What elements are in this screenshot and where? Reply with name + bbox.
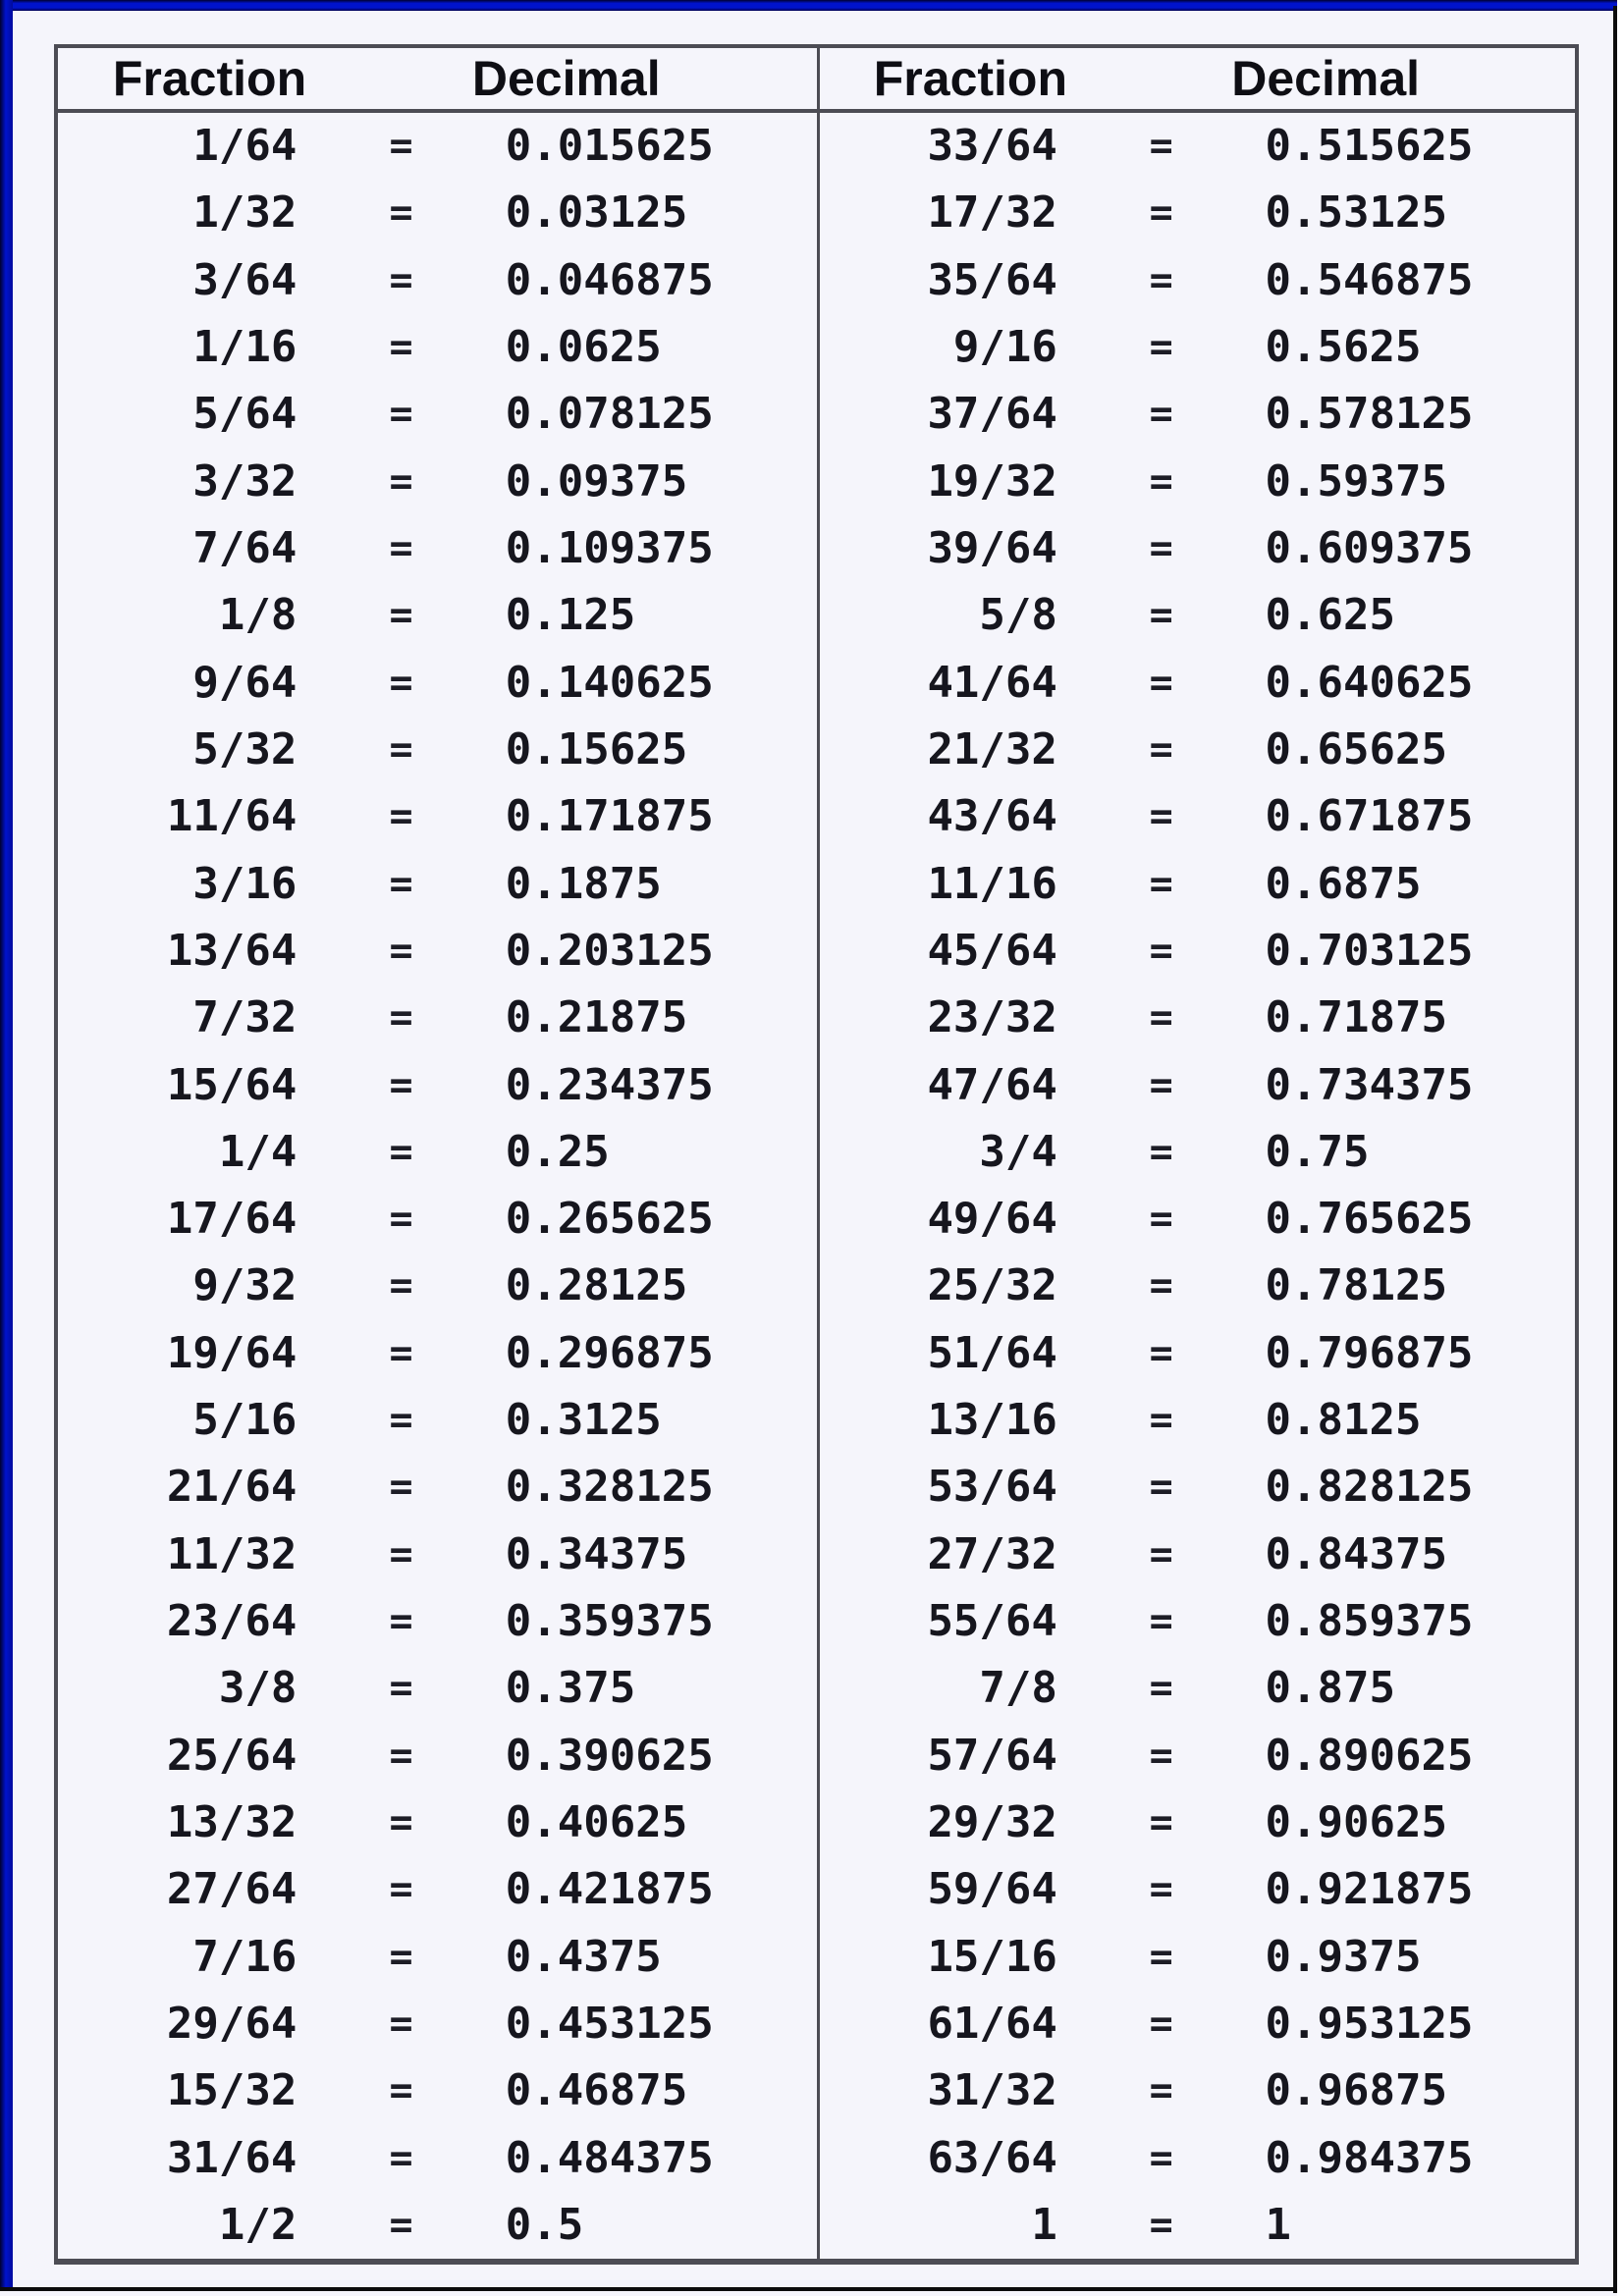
- decimal-value: 0.8125: [1265, 1395, 1422, 1446]
- fraction-value: 1/8: [218, 590, 298, 641]
- fraction-value: 3/8: [218, 1663, 298, 1714]
- equals-sign: =: [389, 2202, 413, 2248]
- decimal-value: 0.234375: [505, 1059, 714, 1110]
- fraction-value: 45/64: [927, 925, 1057, 976]
- table-row: [58, 1320, 817, 1387]
- table-row: [58, 918, 817, 985]
- decimal-value: 0.421875: [505, 1864, 714, 1915]
- fraction-value: 59/64: [927, 1864, 1057, 1915]
- table-row: [58, 1923, 817, 1990]
- fraction-value: 9/32: [192, 1260, 298, 1311]
- table-row: [820, 1522, 1576, 1588]
- fraction-value: 1/4: [218, 1126, 298, 1177]
- equals-sign: =: [389, 1263, 413, 1309]
- equals-sign: =: [389, 1129, 413, 1175]
- fraction-value: 27/64: [166, 1864, 298, 1915]
- table-row: [820, 1789, 1576, 1856]
- fraction-value: 49/64: [927, 1194, 1057, 1245]
- table-row: [820, 180, 1576, 246]
- equals-sign: =: [389, 2135, 413, 2181]
- equals-sign: =: [389, 190, 413, 237]
- right-edge-black-line: [1613, 6, 1617, 2293]
- table-row: [820, 1588, 1576, 1655]
- table-row: [820, 1186, 1576, 1253]
- decimal-value: 0.90625: [1265, 1796, 1447, 1847]
- fraction-value: 11/16: [927, 858, 1057, 909]
- decimal-value: 0.09375: [505, 455, 688, 507]
- fraction-value: 31/32: [927, 2065, 1057, 2116]
- table-row: [58, 1789, 817, 1856]
- table-row: [820, 650, 1576, 717]
- decimal-value: 0.375: [505, 1663, 636, 1714]
- decimal-value: 0.25: [505, 1126, 610, 1177]
- header-right-half: [817, 48, 1576, 109]
- table-header-row: [58, 48, 1575, 113]
- equals-sign: =: [389, 124, 413, 170]
- right-edge-white-strip: [1617, 0, 1624, 2296]
- table-row: [58, 314, 817, 381]
- conversion-table: [54, 44, 1579, 2265]
- decimal-value: 0.0625: [505, 322, 662, 373]
- decimal-value: 0.484375: [505, 2132, 714, 2183]
- fraction-value: 27/32: [927, 1528, 1057, 1579]
- fraction-value: 5/16: [192, 1395, 298, 1446]
- fraction-value: 39/64: [927, 523, 1057, 574]
- table-row: [820, 1856, 1576, 1923]
- equals-sign: =: [389, 1197, 413, 1243]
- table-row: [58, 1655, 817, 1722]
- equals-sign: =: [1149, 1934, 1173, 1980]
- decimal-value: 0.15625: [505, 723, 688, 774]
- fraction-value: 13/16: [927, 1395, 1057, 1446]
- table-row: [58, 515, 817, 582]
- fraction-value: 29/64: [166, 1998, 298, 2049]
- table-row: [820, 449, 1576, 515]
- decimal-value: 0.34375: [505, 1528, 688, 1579]
- decimal-value: 0.640625: [1265, 657, 1474, 708]
- table-row: [820, 985, 1576, 1051]
- fraction-value: 19/64: [166, 1327, 298, 1378]
- decimal-value: 0.5625: [1265, 322, 1422, 373]
- decimal-value: 0.796875: [1265, 1327, 1474, 1378]
- table-row: [58, 2057, 817, 2124]
- fraction-value: 37/64: [927, 389, 1057, 440]
- fraction-value: 7/8: [979, 1663, 1057, 1714]
- table-row: [820, 1923, 1576, 1990]
- blue-frame-left: [0, 0, 13, 2291]
- table-row: [58, 180, 817, 246]
- decimal-value: 0.109375: [505, 523, 714, 574]
- fraction-header: Fraction: [873, 51, 1068, 106]
- decimal-value: 0.21875: [505, 992, 688, 1043]
- decimal-value: 0.671875: [1265, 791, 1474, 842]
- header-left-half: [58, 48, 817, 109]
- decimal-value: 0.078125: [505, 389, 714, 440]
- fraction-value: 15/32: [166, 2065, 298, 2116]
- decimal-value: 0.328125: [505, 1462, 714, 1513]
- equals-sign: =: [1149, 458, 1173, 505]
- table-row: [820, 515, 1576, 582]
- table-row: [58, 582, 817, 649]
- equals-sign: =: [1149, 2068, 1173, 2114]
- fraction-value: 3/32: [192, 455, 298, 507]
- table-row: [820, 1991, 1576, 2057]
- equals-sign: =: [1149, 1666, 1173, 1712]
- equals-sign: =: [389, 660, 413, 706]
- equals-sign: =: [1149, 726, 1173, 773]
- equals-sign: =: [389, 1733, 413, 1779]
- table-row: [820, 2124, 1576, 2191]
- equals-sign: =: [389, 1062, 413, 1108]
- fraction-value: 1/32: [192, 187, 298, 239]
- table-row: [820, 850, 1576, 917]
- fraction-value: 47/64: [927, 1059, 1057, 1110]
- table-row: [58, 650, 817, 717]
- equals-sign: =: [1149, 1867, 1173, 1913]
- table-row: [58, 1186, 817, 1253]
- equals-sign: =: [389, 2001, 413, 2047]
- decimal-value: 0.46875: [505, 2065, 688, 2116]
- table-row: [58, 381, 817, 448]
- equals-sign: =: [1149, 1197, 1173, 1243]
- equals-sign: =: [389, 1934, 413, 1980]
- fraction-value: 9/64: [192, 657, 298, 708]
- table-row: [58, 1454, 817, 1521]
- equals-sign: =: [389, 1330, 413, 1376]
- decimal-header: Decimal: [1231, 51, 1421, 106]
- equals-sign: =: [1149, 794, 1173, 840]
- equals-sign: =: [1149, 1398, 1173, 1444]
- table-row: [820, 1387, 1576, 1454]
- fraction-value: 3/16: [192, 858, 298, 909]
- equals-sign: =: [389, 995, 413, 1041]
- decimal-value: 0.859375: [1265, 1596, 1474, 1647]
- equals-sign: =: [1149, 526, 1173, 572]
- fraction-value: 57/64: [927, 1730, 1057, 1781]
- equals-sign: =: [1149, 325, 1173, 371]
- fraction-value: 33/64: [927, 121, 1057, 172]
- fraction-value: 55/64: [927, 1596, 1057, 1647]
- equals-sign: =: [1149, 124, 1173, 170]
- decimal-value: 0.203125: [505, 925, 714, 976]
- equals-sign: =: [389, 1799, 413, 1845]
- fraction-value: 5/32: [192, 723, 298, 774]
- equals-sign: =: [1149, 1263, 1173, 1309]
- equals-sign: =: [1149, 2135, 1173, 2181]
- fraction-value: 15/16: [927, 1931, 1057, 1982]
- fraction-value: 25/32: [927, 1260, 1057, 1311]
- fraction-value: 7/16: [192, 1931, 298, 1982]
- decimal-value: 0.984375: [1265, 2132, 1474, 2183]
- equals-sign: =: [389, 928, 413, 974]
- decimal-value: 0.875: [1265, 1663, 1395, 1714]
- table-row: [58, 1856, 817, 1923]
- decimal-value: 0.953125: [1265, 1998, 1474, 2049]
- decimal-value: 0.5: [505, 2199, 584, 2250]
- decimal-value: 0.703125: [1265, 925, 1474, 976]
- equals-sign: =: [1149, 1062, 1173, 1108]
- fraction-value: 53/64: [927, 1462, 1057, 1513]
- decimal-value: 0.453125: [505, 1998, 714, 2049]
- equals-sign: =: [1149, 1531, 1173, 1577]
- fraction-value: 23/64: [166, 1596, 298, 1647]
- decimal-value: 0.046875: [505, 254, 714, 305]
- fraction-value: 21/64: [166, 1462, 298, 1513]
- fraction-value: 1: [1031, 2199, 1057, 2250]
- fraction-value: 11/32: [166, 1528, 298, 1579]
- equals-sign: =: [389, 593, 413, 639]
- table-row: [820, 1320, 1576, 1387]
- equals-sign: =: [389, 1398, 413, 1444]
- equals-sign: =: [389, 1599, 413, 1645]
- table-row: [820, 1051, 1576, 1118]
- equals-sign: =: [389, 794, 413, 840]
- table-row: [58, 1387, 817, 1454]
- equals-sign: =: [1149, 1599, 1173, 1645]
- equals-sign: =: [1149, 2202, 1173, 2248]
- table-row: [58, 2124, 817, 2191]
- fraction-value: 23/32: [927, 992, 1057, 1043]
- equals-sign: =: [1149, 1129, 1173, 1175]
- decimal-value: 0.359375: [505, 1596, 714, 1647]
- equals-sign: =: [1149, 1330, 1173, 1376]
- fraction-header: Fraction: [112, 51, 307, 106]
- table-row: [58, 1588, 817, 1655]
- equals-sign: =: [389, 1465, 413, 1511]
- fraction-value: 3/4: [979, 1126, 1057, 1177]
- decimal-value: 0.515625: [1265, 121, 1474, 172]
- equals-sign: =: [389, 1531, 413, 1577]
- equals-sign: =: [389, 1867, 413, 1913]
- fraction-value: 15/64: [166, 1059, 298, 1110]
- table-row: [58, 1119, 817, 1186]
- decimal-header: Decimal: [471, 51, 661, 106]
- decimal-value: 0.890625: [1265, 1730, 1474, 1781]
- table-row: [58, 1723, 817, 1789]
- table-row: [820, 2192, 1576, 2259]
- decimal-value: 0.1875: [505, 858, 662, 909]
- equals-sign: =: [1149, 392, 1173, 438]
- fraction-value: 1/16: [192, 322, 298, 373]
- equals-sign: =: [389, 458, 413, 505]
- equals-sign: =: [1149, 257, 1173, 303]
- decimal-value: 0.28125: [505, 1260, 688, 1311]
- fraction-value: 7/32: [192, 992, 298, 1043]
- decimal-value: 0.03125: [505, 187, 688, 239]
- table-row: [58, 717, 817, 783]
- table-row: [58, 985, 817, 1051]
- fraction-value: 35/64: [927, 254, 1057, 305]
- equals-sign: =: [389, 325, 413, 371]
- fraction-value: 63/64: [927, 2132, 1057, 2183]
- table-row: [820, 381, 1576, 448]
- decimal-value: 0.765625: [1265, 1194, 1474, 1245]
- decimal-value: 0.625: [1265, 590, 1395, 641]
- decimal-value: 0.546875: [1265, 254, 1474, 305]
- decimal-value: 0.53125: [1265, 187, 1447, 239]
- equals-sign: =: [389, 2068, 413, 2114]
- decimal-value: 0.125: [505, 590, 636, 641]
- fraction-value: 43/64: [927, 791, 1057, 842]
- fraction-value: 5/64: [192, 389, 298, 440]
- decimal-value: 0.734375: [1265, 1059, 1474, 1110]
- decimal-value: 0.609375: [1265, 523, 1474, 574]
- equals-sign: =: [1149, 190, 1173, 237]
- decimal-value: 0.390625: [505, 1730, 714, 1781]
- blue-frame-top: [0, 0, 1617, 11]
- decimal-value: 0.265625: [505, 1194, 714, 1245]
- fraction-value: 1/2: [218, 2199, 298, 2250]
- table-row: [820, 1655, 1576, 1722]
- fraction-value: 29/32: [927, 1796, 1057, 1847]
- fraction-value: 7/64: [192, 523, 298, 574]
- fraction-value: 17/64: [166, 1194, 298, 1245]
- decimal-value: 0.71875: [1265, 992, 1447, 1043]
- decimal-value: 0.84375: [1265, 1528, 1447, 1579]
- table-row: [820, 918, 1576, 985]
- decimal-value: 0.65625: [1265, 723, 1447, 774]
- table-row: [820, 247, 1576, 314]
- decimal-value: 0.9375: [1265, 1931, 1422, 1982]
- equals-sign: =: [1149, 995, 1173, 1041]
- table-row: [820, 1253, 1576, 1319]
- table-row: [820, 2057, 1576, 2124]
- table-left-column: [58, 113, 817, 2259]
- equals-sign: =: [389, 392, 413, 438]
- equals-sign: =: [1149, 2001, 1173, 2047]
- table-row: [58, 449, 817, 515]
- decimal-value: 0.75: [1265, 1126, 1370, 1177]
- fraction-value: 19/32: [927, 455, 1057, 507]
- decimal-value: 0.296875: [505, 1327, 714, 1378]
- table-row: [58, 1522, 817, 1588]
- fraction-value: 5/8: [979, 590, 1057, 641]
- table-row: [58, 1051, 817, 1118]
- equals-sign: =: [1149, 660, 1173, 706]
- fraction-value: 1/64: [192, 121, 298, 172]
- equals-sign: =: [389, 257, 413, 303]
- decimal-value: 0.3125: [505, 1395, 662, 1446]
- equals-sign: =: [1149, 861, 1173, 907]
- fraction-value: 21/32: [927, 723, 1057, 774]
- table-row: [820, 582, 1576, 649]
- table-row: [58, 2192, 817, 2259]
- equals-sign: =: [389, 526, 413, 572]
- equals-sign: =: [1149, 928, 1173, 974]
- table-row: [58, 247, 817, 314]
- fraction-value: 13/32: [166, 1796, 298, 1847]
- decimal-value: 0.78125: [1265, 1260, 1447, 1311]
- table-row: [820, 314, 1576, 381]
- fraction-value: 61/64: [927, 1998, 1057, 2049]
- table-row: [820, 1723, 1576, 1789]
- decimal-value: 0.59375: [1265, 455, 1447, 507]
- decimal-value: 0.921875: [1265, 1864, 1474, 1915]
- table-row: [820, 113, 1576, 180]
- decimal-value: 0.828125: [1265, 1462, 1474, 1513]
- equals-sign: =: [389, 1666, 413, 1712]
- decimal-value: 0.4375: [505, 1931, 662, 1982]
- table-right-column: [817, 113, 1576, 2259]
- decimal-value: 0.015625: [505, 121, 714, 172]
- fraction-value: 25/64: [166, 1730, 298, 1781]
- table-row: [820, 717, 1576, 783]
- table-row: [820, 1454, 1576, 1521]
- bottom-edge-black-line: [0, 2287, 1617, 2291]
- fraction-value: 17/32: [927, 187, 1057, 239]
- table-row: [58, 1991, 817, 2057]
- table-body: [58, 113, 1575, 2259]
- equals-sign: =: [389, 861, 413, 907]
- equals-sign: =: [1149, 593, 1173, 639]
- fraction-value: 3/64: [192, 254, 298, 305]
- table-row: [58, 850, 817, 917]
- table-row: [58, 113, 817, 180]
- decimal-value: 0.40625: [505, 1796, 688, 1847]
- table-row: [58, 1253, 817, 1319]
- decimal-value: 1: [1265, 2199, 1291, 2250]
- fraction-value: 9/16: [952, 322, 1057, 373]
- equals-sign: =: [1149, 1733, 1173, 1779]
- equals-sign: =: [389, 726, 413, 773]
- fraction-value: 51/64: [927, 1327, 1057, 1378]
- decimal-value: 0.140625: [505, 657, 714, 708]
- decimal-value: 0.6875: [1265, 858, 1422, 909]
- equals-sign: =: [1149, 1465, 1173, 1511]
- decimal-value: 0.578125: [1265, 389, 1474, 440]
- table-row: [820, 783, 1576, 850]
- table-row: [820, 1119, 1576, 1186]
- fraction-value: 11/64: [166, 791, 298, 842]
- fraction-value: 41/64: [927, 657, 1057, 708]
- decimal-value: 0.96875: [1265, 2065, 1447, 2116]
- decimal-value: 0.171875: [505, 791, 714, 842]
- fraction-value: 31/64: [166, 2132, 298, 2183]
- fraction-value: 13/64: [166, 925, 298, 976]
- table-row: [58, 783, 817, 850]
- equals-sign: =: [1149, 1799, 1173, 1845]
